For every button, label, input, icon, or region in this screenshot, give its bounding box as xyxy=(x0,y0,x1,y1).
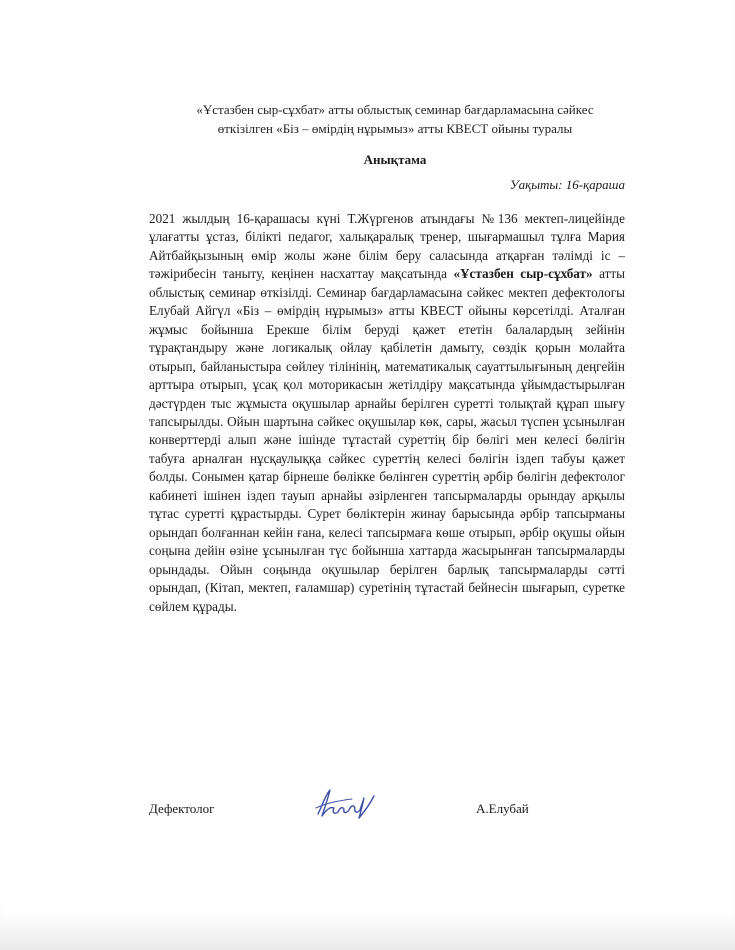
handwritten-signature xyxy=(312,784,378,824)
heading-line-2: өткізілген «Біз – өмірдің нұрымыз» атты КВЕСТ ойыны туралы xyxy=(217,121,573,136)
body-paragraph xyxy=(149,210,625,616)
signer-position: Дефектолог xyxy=(149,801,215,816)
seminar-name: «Ұстазбен сыр-сұхбат» xyxy=(453,266,593,282)
signer-name: А.Елубай xyxy=(476,801,529,816)
document-heading xyxy=(150,100,640,138)
heading-line-1: «Ұстазбен сыр-сұхбат» атты облыстық семинар бағдарламасына сәйкес xyxy=(196,102,594,117)
scan-shadow xyxy=(0,910,735,950)
document-body xyxy=(149,210,625,616)
document-title: Анықтама xyxy=(363,152,427,167)
document-date: Уақыты: 16-қараша xyxy=(509,177,625,192)
body-text-part-1: 2021 жылдың 16-қарашасы күні Т.Жүргенов атындағы №136 мектеп-лицейінде ұлағатты ұстаз, білікті педагог, халықаралық тренер, шығармашыл тұлға Мария Айтбайқызының өмір жолы және білім беру саласында атқарған тәлімді іс –тәжірибесін таныту, кеңінен насхаттау мақсатында xyxy=(149,211,625,282)
body-text-part-2: атты облыстық семинар өткізілді. Семинар бағдарламасына сәйкес мектеп дефектологы Елубай Айгүл «Біз – өмірдің нұрымыз» атты КВЕСТ ойыны көрсетілді. Аталған жұмыс бойынша Ерекше білім беруді қажет ететін балалардың зейінін тұрақтандыру және логикалық ойлау қабілетін дамыту, сөздік қорын молайта отырып, байланыстыра сөйлеу тілінінің, математикалық сауаттылығының деңгейін арттыра отырып, ұсақ қол моторикасын жетілдіру мақсатында ұйымдастырылған дәстүрден тыс жұмыста оқушылар арнайы берілген суретті толықтай құрап шығу тапсырылды. Ойын шартына сәйкес оқушылар көк, сары, жасыл түспен ұсынылған конверттерді алып және ішінде тұтастай суреттің бір бөлігі мен келесі бөлігін табуға арналған нұсқаулыққа сәйкес суреттің келесі бөлігін іздеп табуы қажет болды. Сонымен қатар бірнеше бөлікке бөлінген суреттің әрбір бөлігін дефектолог кабинеті ішінен іздеп тауып арнайы әзірленген тапсырмаларды орындау арқылы тұтас суретті құрастырды. Сурет бөліктерін жинау барысында әрбір тапсырманы орындап болғаннан кейін ғана, келесі тапсырмаға көше отырып, әрбір оқушы ойын соңына дейін өзіне ұсынылған түс бойынша хаттарда жасырынған тапсырмаларды орындады. Ойын соңында оқушылар берілген барлық тапсырмаларды сәтті орындап, (Кітап, мектеп, ғаламшар) суретінің тұтастай бейнесін шығарып, суретке сөйлем құрады. xyxy=(149,266,625,614)
